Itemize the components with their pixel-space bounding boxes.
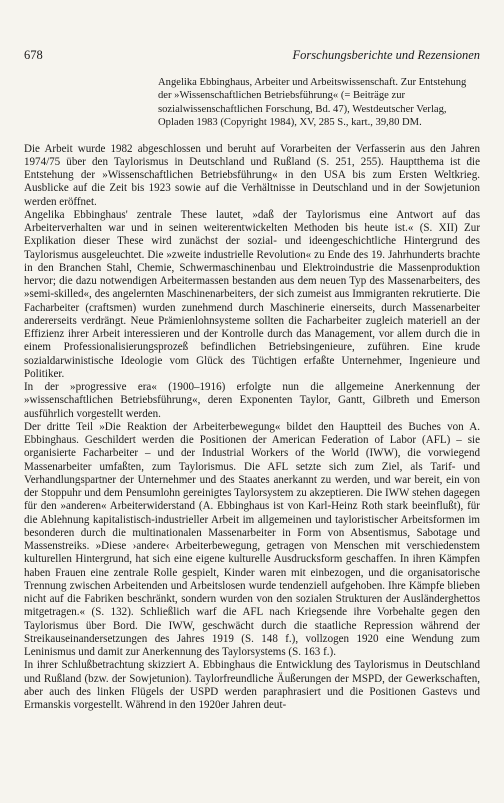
paragraph: In der »progressive era« (1900–1916) erfolgte nun die allgemeine Anerkennung der »wissenschaftlichen Betriebsführung«, deren Exponenten Taylor, Gantt, Gilbreth und Emerson ausführlich vorgestellt werden. [24,381,480,420]
paragraph: In ihrer Schlußbetrachtung skizziert A. Ebbinghaus die Entwicklung des Taylorismus in Deutschland und Rußland (bzw. der Sowjetunion). Taylorfreundliche Äußerungen der MSPD, der Gewerkschaften, aber auch des linken Flügels der USPD werden paraphrasiert und die Positionen Gastevs und Ermanskis vorgestellt. Während in den 1920er Jahren deut- [24,659,480,712]
page-number: 678 [24,48,43,62]
page-header [24,48,480,63]
paragraph: Die Arbeit wurde 1982 abgeschlossen und beruht auf Vorarbeiten der Verfasserin aus den Jahren 1974/75 über den Taylorismus in Deutschland und Rußland (S. 251, 255). Hauptthema ist die Entstehung der »Wissenschaftlichen Betriebsführung« in den USA bis zum Ersten Weltkrieg. Ausblicke auf die Zeit bis 1923 sowie auf die Verhältnisse in Deutschland und in der Sowjetunion werden eröffnet. [24,142,480,208]
paragraph: Angelika Ebbinghaus' zentrale These lautet, »daß der Taylorismus eine Antwort auf das Arbeiterverhalten war und in seinen weiterentwickelten Methoden bis heute ist.« (S. XII) Zur Explikation dieser These wird zunächst der sozial- und ideengeschichtliche Hintergrund des Taylorismus ausgeleuchtet. Die »zweite industrielle Revolution« zu Ende des 19. Jahrhunderts brachte in den Branchen Stahl, Chemie, Schwermaschinenbau und Elektroindustrie die Massenproduktion hervor; die dazu notwendigen Arbeitermassen bestanden aus dem neuen Typ des Massenarbeiters, des »semi-skilled«, des angelernten Maschinenarbeiters, der sich zumeist aus Immigranten rekrutierte. Die Facharbeiter (craftsmen) wurden zunehmend durch Maschinerie einerseits, durch Massenarbeiter andererseits verdrängt. Neue Prämienlohnsysteme sollten die Facharbeiter zugleich materiell an der Effizienz ihrer Arbeit interessieren und der Kontrolle durch das Management, vor allem durch die in einem Professionalisierungsprozeß befindlichen Betriebsingenieure, zuführen. Eine krude sozialdarwinistische Ideologie vom Glück des Tüchtigen erfaßte Unternehmer, Ingenieure und Politiker. [24,208,480,380]
review-body [24,143,480,713]
bibliographic-entry: Angelika Ebbinghaus, Arbeiter und Arbeitswissenschaft. Zur Entstehung der »Wissenschaftlichen Betriebsführung« (= Beiträge zur sozialwissenschaftlichen Forschung, Bd. 47), Westdeutscher Verlag, Opladen 1983 (Copyright 1984), XV, 285 S., kart., 39,80 DM. [158,77,467,129]
running-title: Forschungsberichte und Rezensionen [292,48,480,62]
paragraph: Der dritte Teil »Die Reaktion der Arbeiterbewegung« bildet den Hauptteil des Buches von A. Ebbinghaus. Geschildert werden die Positionen der American Federation of Labor (AFL) – sie organisierte Facharbeiter – und der Industrial Workers of the World (IWW), die vorwiegend Massenarbeiter umfaßten, zum Taylorismus. Die AFL setzte sich zum Ziel, als Tarif- und Verhandlungspartner der Unternehmer und des Staates anerkannt zu werden, und war bereit, ein von der Stoppuhr und dem Pensumlohn gereinigtes Taylorsystem zu akzeptieren. Die IWW stehen dagegen für den »anderen« Arbeiterwiderstand (A. Ebbinghaus ist von Karl-Heinz Roth stark beeinflußt), für die Ablehnung kapitalistisch-industrieller Arbeit im allgemeinen und tayloristischer Arbeitsformen im besonderen durch die multinationalen Massenarbeiter in Form von Absentismus, Sabotage und Massenstreiks. »Diese ›andere‹ Arbeiterbewegung, getragen von Menschen mit verschiedenstem kulturellen Hintergrund, hat sich eine eigene kulturelle Ausdrucksform geschaffen. In ihren Kämpfen haben Frauen eine zentrale Rolle gespielt, Kinder waren mit einbezogen, und die organisatorische Trennung zwischen Arbeitenden und Arbeitslosen wurde tendenziell aufgehoben. Ihre Kämpfe blieben nicht auf die Fabriken beschränkt, sondern wurden von den sozialen Strukturen der Ausländerghettos mitgetragen.« (S. 132). Schließlich warf die AFL nach Kriegsende ihre Vorbehalte gegen den Taylorismus über Bord. Die IWW, geschwächt durch die staatliche Repression während der Streikauseinandersetzungen des Jahres 1919 (S. 148 f.), vollzogen 1920 eine Wendung zum Leninismus und damit zur Anerkennung des Taylorsystems (S. 163 f.). [24,420,480,659]
